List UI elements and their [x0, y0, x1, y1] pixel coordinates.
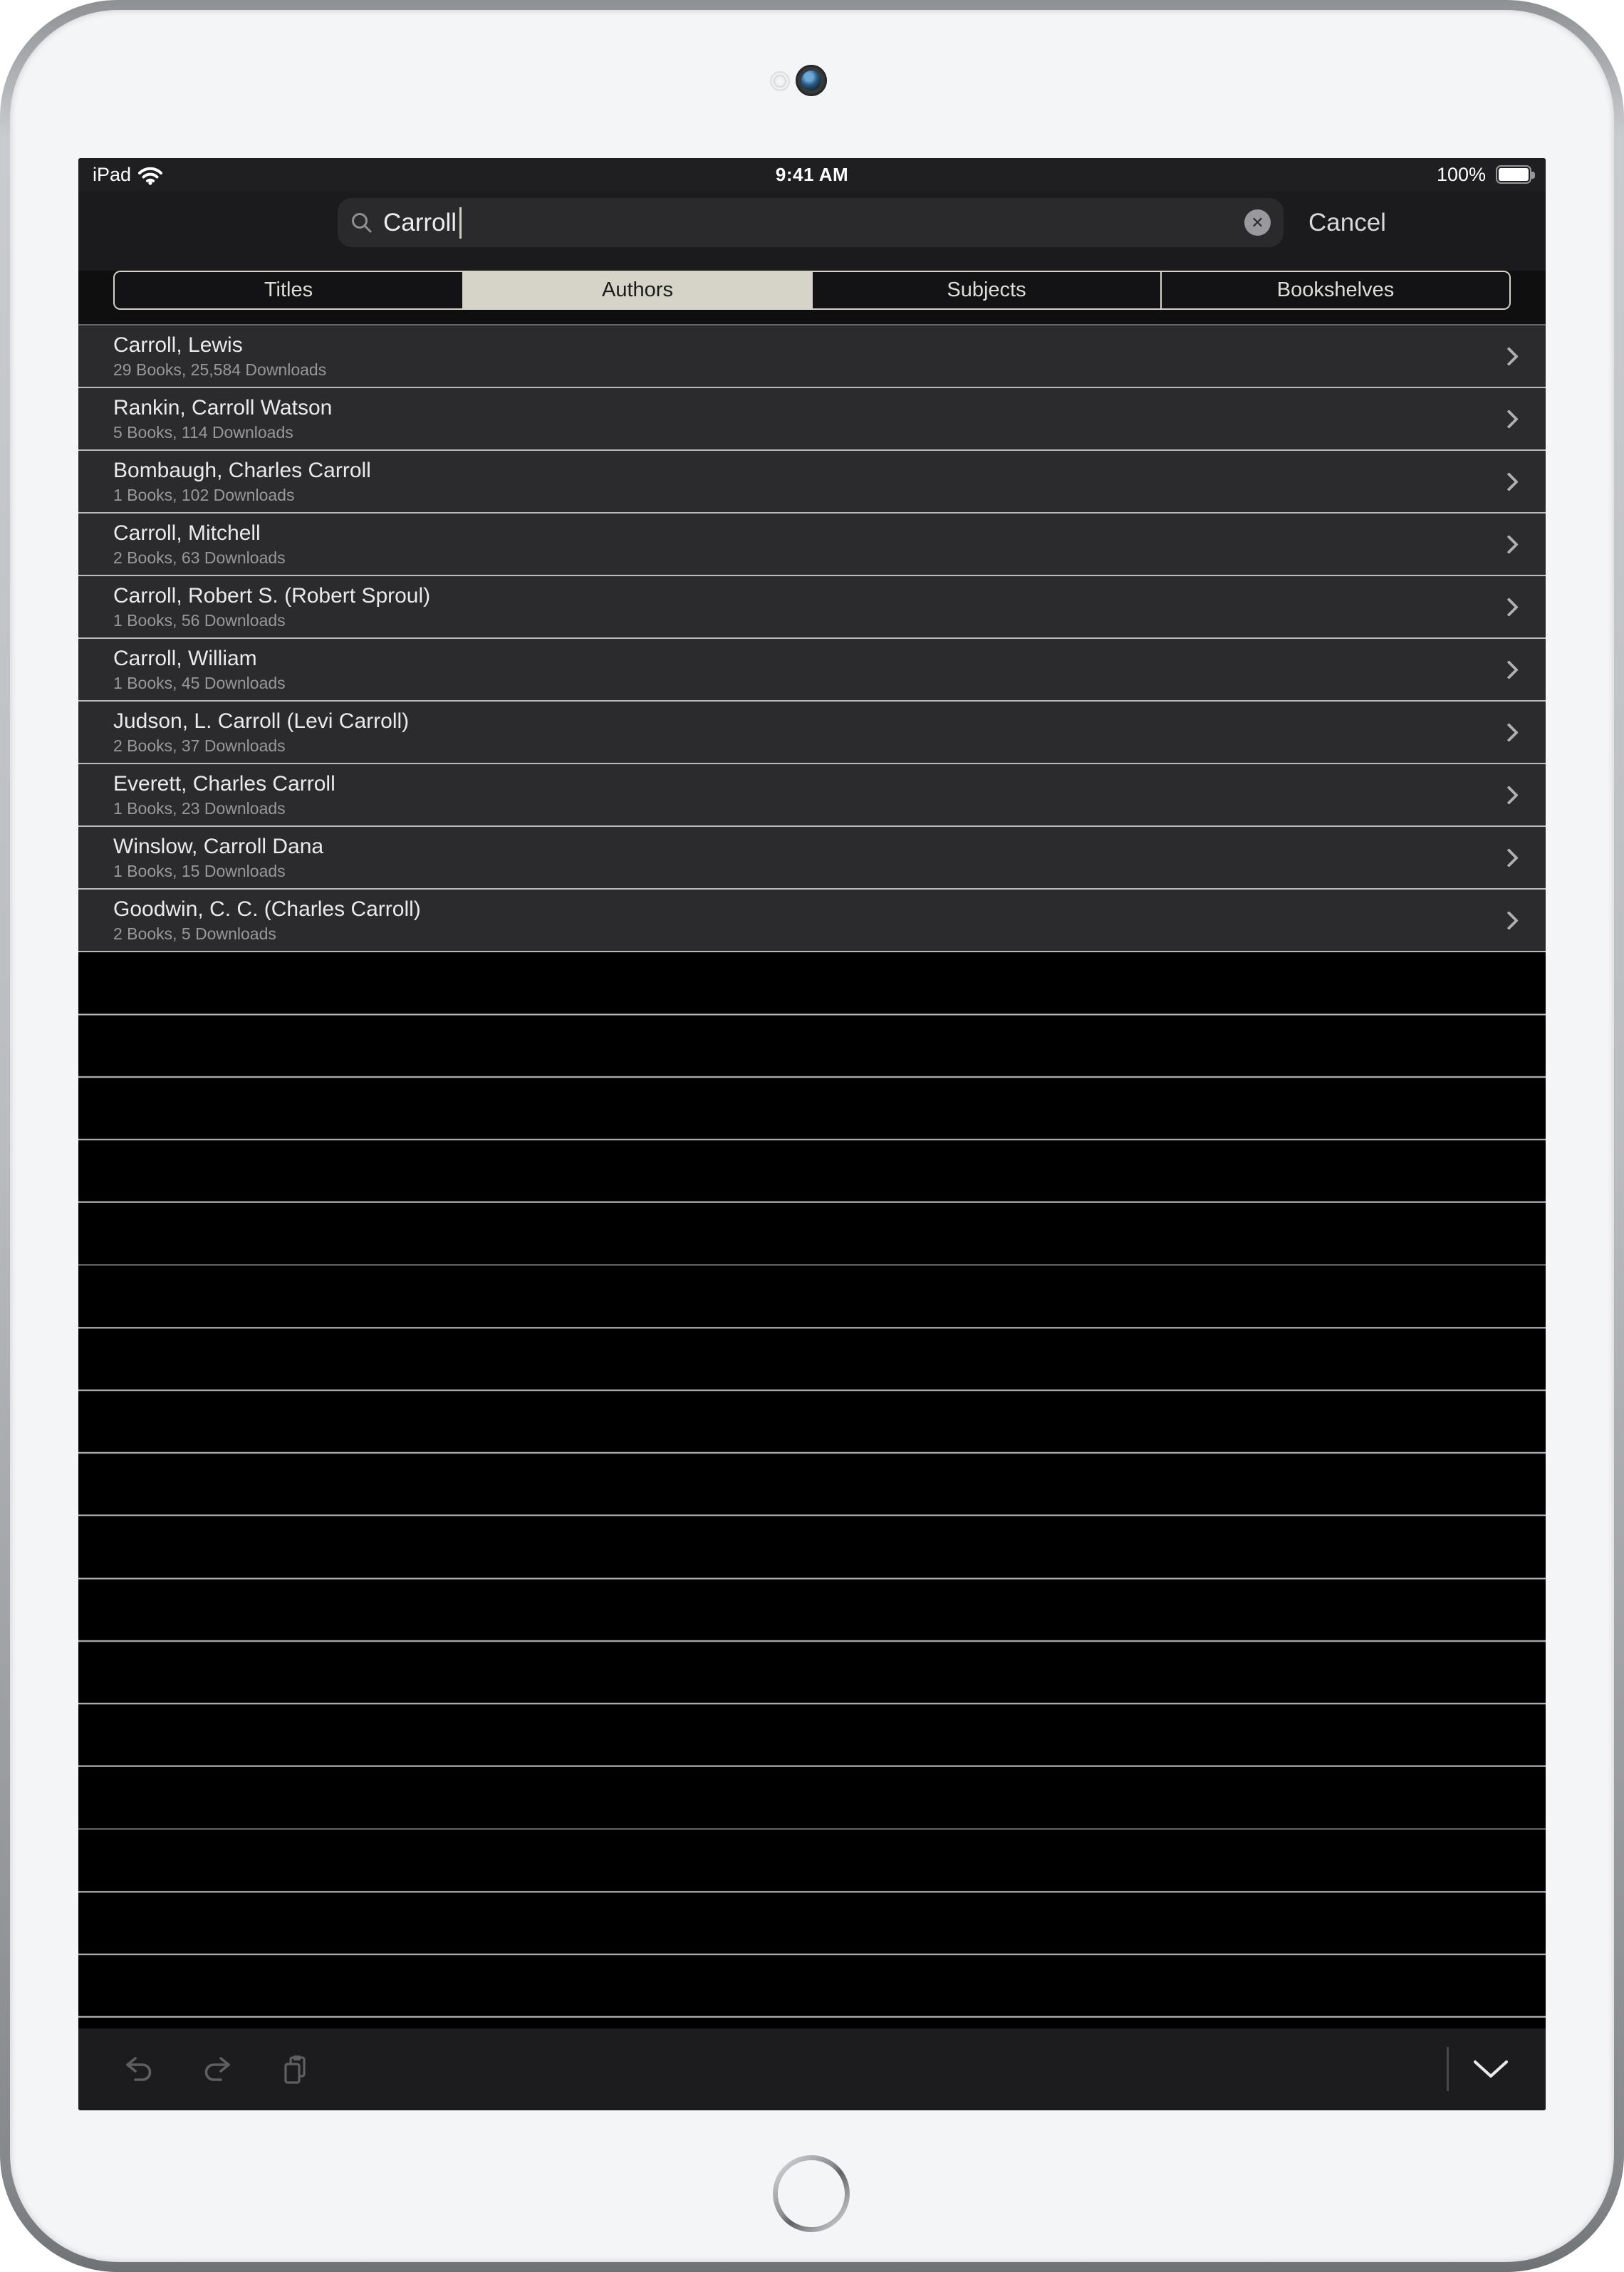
author-name: Judson, L. Carroll (Levi Carroll)	[113, 709, 410, 733]
author-details: 29 Books, 25,584 Downloads	[113, 360, 327, 379]
author-name: Goodwin, C. C. (Charles Carroll)	[113, 897, 421, 921]
text-cursor	[459, 207, 462, 239]
author-details: 2 Books, 37 Downloads	[113, 736, 286, 755]
author-details: 1 Books, 56 Downloads	[113, 611, 286, 630]
paste-button[interactable]	[273, 2047, 318, 2093]
status-time: 9:41 AM	[775, 163, 849, 185]
author-name: Rankin, Carroll Watson	[113, 396, 333, 420]
author-name: Carroll, Mitchell	[113, 521, 261, 545]
dismiss-keyboard-chevron-icon	[1472, 2058, 1510, 2080]
author-details: 2 Books, 5 Downloads	[113, 924, 276, 943]
undo-icon	[123, 2054, 155, 2085]
tab-area	[78, 271, 1546, 324]
author-row[interactable]	[78, 764, 1546, 827]
keyboard-accessory-toolbar	[78, 2028, 1546, 2110]
tab-titles[interactable]: Titles	[115, 272, 464, 308]
dismiss-keyboard-button[interactable]	[1467, 2046, 1514, 2093]
carrier-label: iPad	[93, 163, 132, 185]
paste-icon	[279, 2053, 312, 2086]
search-input[interactable]	[338, 198, 1284, 247]
author-row[interactable]	[78, 639, 1546, 702]
clear-search-button[interactable]: ✕	[1244, 209, 1271, 236]
tab-bookshelves[interactable]: Bookshelves	[1162, 272, 1509, 308]
author-row[interactable]	[78, 325, 1546, 388]
app-screen	[78, 158, 1546, 2110]
search-value: Carroll	[383, 208, 457, 236]
tab-authors[interactable]: Authors	[464, 272, 813, 308]
author-name: Carroll, Robert S. (Robert Sproul)	[113, 584, 431, 608]
home-button[interactable]	[773, 2155, 850, 2232]
undo-button[interactable]	[116, 2047, 162, 2093]
chevron-right-icon	[1499, 723, 1519, 742]
author-name: Carroll, Lewis	[113, 333, 243, 357]
author-name: Winslow, Carroll Dana	[113, 835, 324, 858]
author-row[interactable]	[78, 451, 1546, 514]
author-name: Bombaugh, Charles Carroll	[113, 459, 371, 482]
chevron-right-icon	[1499, 911, 1519, 930]
search-header	[78, 191, 1546, 271]
author-row[interactable]	[78, 702, 1546, 764]
chevron-right-icon	[1499, 472, 1519, 491]
chevron-right-icon	[1499, 598, 1519, 617]
chevron-right-icon	[1499, 786, 1519, 805]
author-details: 1 Books, 23 Downloads	[113, 799, 286, 818]
battery-icon	[1496, 165, 1531, 184]
chevron-right-icon	[1499, 848, 1519, 867]
author-name: Everett, Charles Carroll	[113, 772, 335, 796]
author-details: 1 Books, 102 Downloads	[113, 486, 295, 504]
light-sensor	[770, 71, 790, 91]
redo-icon	[201, 2054, 234, 2085]
tab-subjects[interactable]: Subjects	[813, 272, 1162, 308]
author-row[interactable]	[78, 890, 1546, 952]
author-row[interactable]	[78, 388, 1546, 451]
wifi-icon	[138, 166, 162, 185]
redo-button[interactable]	[194, 2047, 240, 2093]
status-bar	[78, 158, 1546, 191]
author-details: 1 Books, 15 Downloads	[113, 862, 286, 880]
author-details: 5 Books, 114 Downloads	[113, 423, 293, 442]
author-results-list	[78, 324, 1546, 2028]
chevron-right-icon	[1499, 535, 1519, 554]
author-details: 2 Books, 63 Downloads	[113, 548, 286, 567]
battery-percent: 100%	[1436, 163, 1487, 185]
cancel-button[interactable]: Cancel	[1308, 208, 1386, 236]
author-row[interactable]	[78, 514, 1546, 576]
chevron-right-icon	[1499, 660, 1519, 679]
chevron-right-icon	[1499, 410, 1519, 429]
chevron-right-icon	[1499, 347, 1519, 366]
author-row[interactable]	[78, 576, 1546, 639]
author-details: 1 Books, 45 Downloads	[113, 674, 286, 692]
toolbar-divider	[1447, 2047, 1449, 2091]
author-row[interactable]	[78, 827, 1546, 890]
search-scope-segmented-control	[113, 271, 1511, 310]
front-camera	[796, 65, 827, 96]
author-name: Carroll, William	[113, 647, 257, 670]
magnifier-icon	[350, 212, 373, 234]
